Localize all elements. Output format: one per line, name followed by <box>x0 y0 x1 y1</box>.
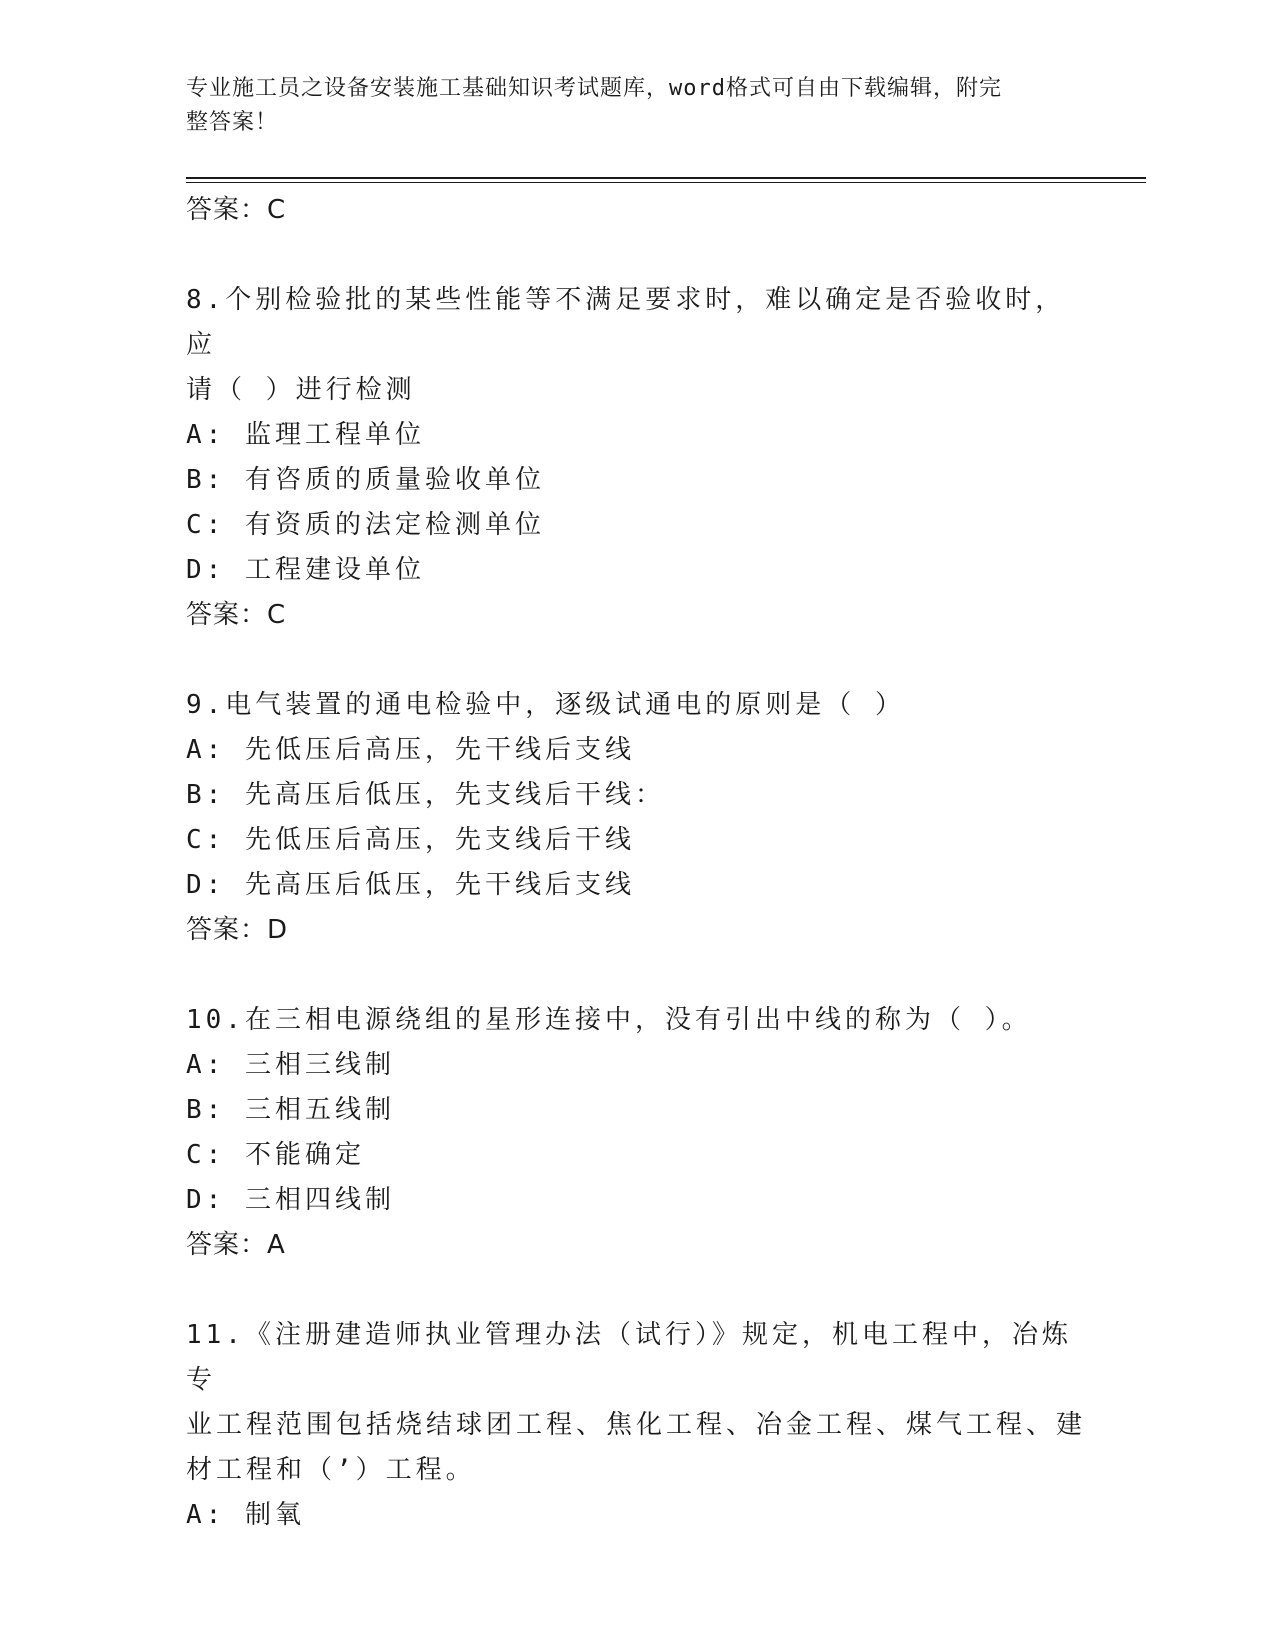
answer: 答案：A <box>186 1230 286 1260</box>
option-b: B: 有咨质的质量验收单位 <box>186 465 545 495</box>
option-d: D: 先高压后低压，先干线后支线 <box>186 870 635 900</box>
spacer <box>186 953 1086 998</box>
option-b: B: 三相五线制 <box>186 1095 395 1125</box>
question-stem: 11.《注册建造师执业管理办法（试行）》规定，机电工程中，冶炼专 <box>186 1320 1072 1395</box>
question-11 <box>186 1313 1086 1538</box>
question-stem: 材工程和（’）工程。 <box>186 1455 476 1485</box>
option-a: A: 三相三线制 <box>186 1050 395 1080</box>
header-divider-thin <box>186 182 1146 183</box>
question-stem: 9.电气装置的通电检验中，逐级试通电的原则是（ ） <box>186 690 905 720</box>
option-c: C: 不能确定 <box>186 1140 365 1170</box>
option-a: A: 监理工程单位 <box>186 420 425 450</box>
option-c: C: 先低压后高压，先支线后干线 <box>186 825 635 855</box>
question-9 <box>186 683 1086 953</box>
previous-answer: 答案：C <box>186 195 287 225</box>
option-b: B: 先高压后低压，先支线后干线： <box>186 780 665 810</box>
question-10 <box>186 998 1086 1268</box>
question-8 <box>186 278 1086 638</box>
document-header <box>186 72 1066 140</box>
spacer <box>186 233 1086 278</box>
question-stem: 10.在三相电源绕组的星形连接中，没有引出中线的称为（ ）。 <box>186 1005 1032 1035</box>
question-stem: 请（ ）进行检测 <box>186 375 416 405</box>
header-divider-thick <box>186 177 1146 179</box>
option-a: A: 先低压后高压，先干线后支线 <box>186 735 635 765</box>
spacer <box>186 638 1086 683</box>
option-c: C: 有资质的法定检测单位 <box>186 510 545 540</box>
header-line-1: 专业施工员之设备安装施工基础知识考试题库，word格式可自由下载编辑，附完 <box>186 76 1002 101</box>
header-line-2: 整答案！ <box>186 110 279 135</box>
spacer <box>186 1268 1086 1313</box>
question-stem: 业工程范围包括烧结球团工程、焦化工程、冶金工程、煤气工程、建 <box>186 1410 1087 1440</box>
answer: 答案：D <box>186 915 289 945</box>
question-stem: 8.个别检验批的某些性能等不满足要求时，难以确定是否验收时，应 <box>186 285 1066 360</box>
option-d: D: 三相四线制 <box>186 1185 395 1215</box>
option-d: D: 工程建设单位 <box>186 555 425 585</box>
answer: 答案：C <box>186 600 287 630</box>
question-list <box>186 188 1086 1538</box>
option-a: A: 制氧 <box>186 1500 305 1530</box>
